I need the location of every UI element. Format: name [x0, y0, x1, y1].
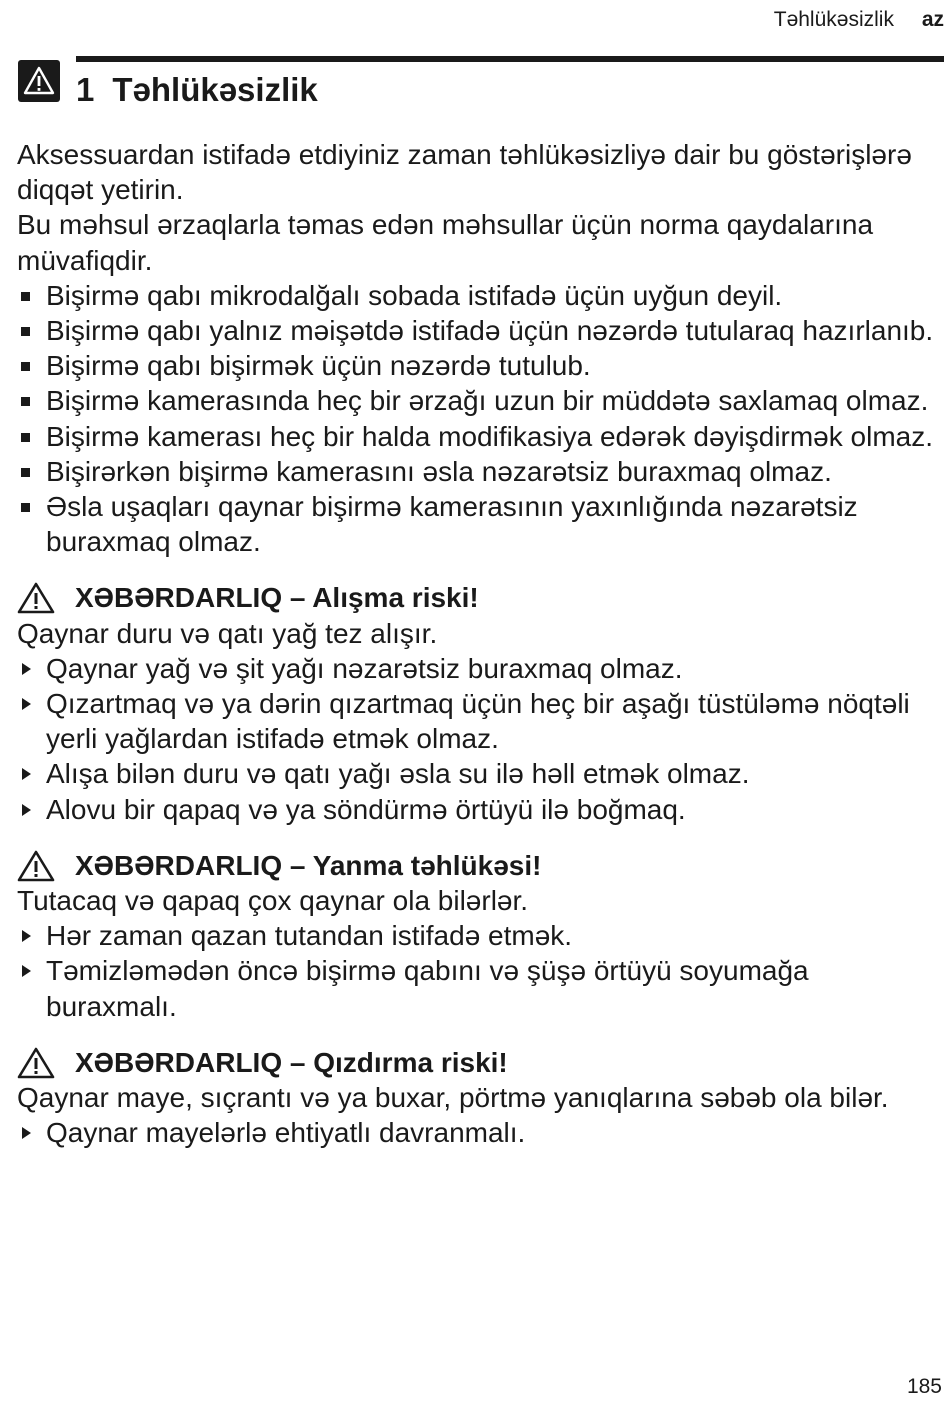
warning-triangle-icon [17, 850, 55, 882]
list-item: Qaynar mayelərlə ehtiyatlı davranmalı. [17, 1115, 937, 1150]
list-item: Alovu bir qapaq və ya söndürmə örtüyü ilə boğmaq. [17, 792, 937, 827]
warning-heading [17, 848, 937, 883]
header-language-code: az [921, 8, 944, 31]
chapter-title [76, 68, 318, 112]
list-item: Təmizləmədən öncə bişirmə qabını və şüşə örtüyü soyumağa buraxmalı. [17, 953, 937, 1023]
list-item: Alışa bilən duru və qatı yağı əsla su ilə həll etmək olmaz. [17, 756, 937, 791]
list-item: Bişirmə qabı bişirmək üçün nəzərdə tutulub. [17, 348, 937, 383]
list-item: Hər zaman qazan tutandan istifadə etmək. [17, 918, 937, 953]
warning-burn [17, 848, 937, 1024]
warning-action-list [17, 1115, 937, 1150]
warning-ignition [17, 580, 937, 826]
safety-list [17, 278, 937, 560]
running-header [774, 6, 944, 34]
warning-triangle-icon [17, 1047, 55, 1079]
warning-heading-text: XƏBƏRDARLIQ – Yanma təhlükəsi! [75, 849, 542, 881]
warning-text: Qaynar duru və qatı yağ tez alışır. [17, 617, 438, 649]
list-item: Bişirmə qabı yalnız məişətdə istifadə üçün nəzərdə tutularaq hazırlanıb. [17, 313, 937, 348]
intro-paragraph: Aksessuardan istifadə etdiyiniz zaman təhlükəsizliyə dair bu göstərişlərə diqqət yetirin. [17, 139, 912, 206]
warning-heading-text: XƏBƏRDARLIQ – Qızdırma riski! [75, 1046, 508, 1078]
list-item: Əsla uşaqları qaynar bişirmə kamerasının yaxınlığında nəzarətsiz buraxmaq olmaz. [17, 489, 937, 559]
list-item: Bişirmə kamerası heç bir halda modifikasiya edərək dəyişdirmək olmaz. [17, 419, 937, 454]
header-rule [76, 56, 944, 62]
list-item: Qızartmaq və ya dərin qızartmaq üçün heç bir aşağı tüstüləmə nöqtəli yerli yağlardan istifadə etmək olmaz. [17, 686, 937, 756]
warning-text: Tutacaq və qapaq çox qaynar ola bilərlər. [17, 885, 529, 917]
document-body [17, 137, 937, 1150]
warning-scald [17, 1045, 937, 1151]
intro-paragraph: Bu məhsul ərzaqlarla təmas edən məhsullar üçün norma qaydalarına müvafiqdir. [17, 209, 874, 276]
chapter-title-text: Təhlükəsizlik [112, 71, 318, 108]
warning-action-list [17, 918, 937, 1024]
list-item: Qaynar yağ və şit yağı nəzarətsiz buraxmaq olmaz. [17, 651, 937, 686]
warning-action-list [17, 651, 937, 827]
warning-heading [17, 1045, 937, 1080]
chapter-warning-icon [18, 60, 60, 102]
warning-text: Qaynar maye, sıçrantı və ya buxar, pörtmə yanıqlarına səbəb ola bilər. [17, 1082, 889, 1114]
warning-triangle-icon [17, 582, 55, 614]
list-item: Bişirmə qabı mikrodalğalı sobada istifadə üçün uyğun deyil. [17, 278, 937, 313]
list-item: Bişirmə kamerasında heç bir ərzağı uzun bir müddətə saxlamaq olmaz. [17, 383, 937, 418]
page-number: 185 [906, 1375, 942, 1398]
header-section-title: Təhlükəsizlik [773, 8, 894, 31]
chapter-number: 1 [76, 71, 95, 108]
list-item: Bişirərkən bişirmə kamerasını əsla nəzarətsiz buraxmaq olmaz. [17, 454, 937, 489]
warning-heading-text: XƏBƏRDARLIQ – Alışma riski! [75, 582, 479, 614]
warning-heading [17, 580, 937, 615]
